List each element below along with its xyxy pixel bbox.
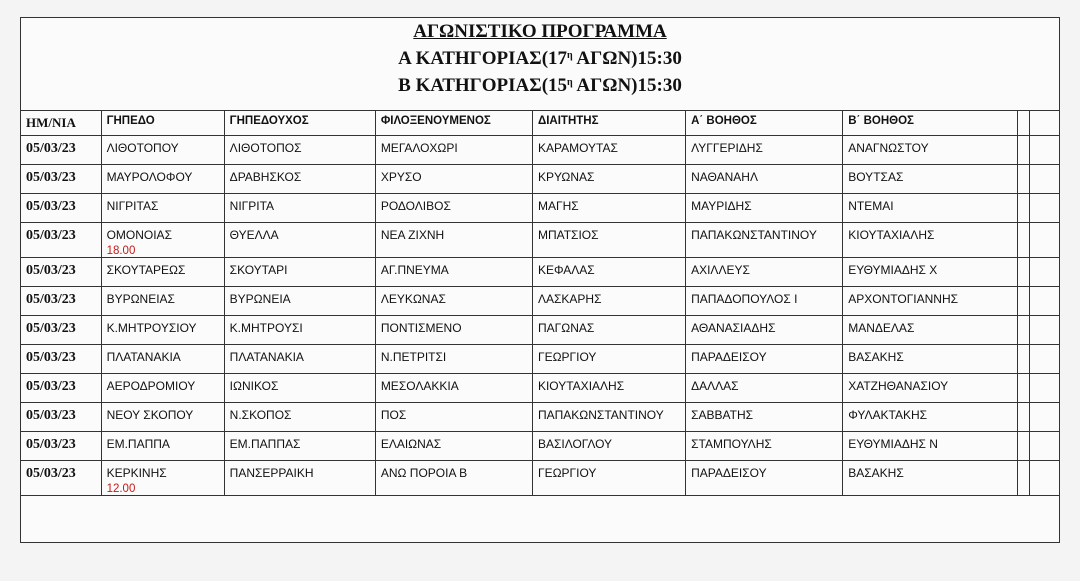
cell-home: [224, 374, 375, 403]
cell-guest: [375, 165, 532, 194]
header-guest: ΦΙΛΟΞΕΝΟΥΜΕΝΟΣ: [375, 111, 532, 136]
cell-field: [101, 461, 224, 496]
table-row: [21, 316, 1060, 345]
assistant1-text: ΠΑΠΑΚΩΝΣΤΑΝΤΙΝΟΥ: [691, 228, 817, 242]
home-text: ΠΛΑΤΑΝΑΚΙΑ: [229, 350, 304, 364]
referee-text: ΠΑΓΩΝΑΣ: [537, 321, 595, 335]
category-a-round: ΑΓΩΝ)15:30: [572, 48, 682, 69]
cell-date: [21, 345, 101, 374]
cell-field: [101, 403, 224, 432]
kickoff-time: 18.00: [106, 245, 136, 257]
referee-text: ΚΙΟΥΤΑΧΙΑΛΗΣ: [537, 379, 625, 393]
guest-text: ΑΓ.ΠΝΕΥΜΑ: [380, 263, 449, 277]
cell-assistant2: [843, 194, 1018, 223]
assistant2-text: ΑΡΧΟΝΤΟΓΙΑΝΝΗΣ: [848, 292, 959, 306]
cell-assistant1: [686, 461, 843, 496]
field-text: Κ.ΜΗΤΡΟΥΣΙΟΥ: [106, 321, 197, 335]
assistant2-text: ΑΝΑΓΝΩΣΤΟΥ: [848, 141, 929, 155]
cell-assistant2: [843, 374, 1018, 403]
cell-referee: [532, 136, 685, 165]
cell-extra-1: [1018, 403, 1030, 432]
home-text: ΝΙΓΡΙΤΑ: [229, 199, 275, 213]
cell-assistant1: [686, 165, 843, 194]
table-row: [21, 432, 1060, 461]
home-text: Κ.ΜΗΤΡΟΥΣΙ: [229, 321, 303, 335]
field-text: ΛΙΘΟΤΟΠΟΥ: [106, 141, 179, 155]
cell-home: [224, 403, 375, 432]
cell-date: [21, 316, 101, 345]
assistant2-text: ΝΤΕΜΑΙ: [848, 199, 894, 213]
date-text: 05/03/23: [26, 263, 76, 278]
header-assistant1: Α΄ ΒΟΗΘΟΣ: [686, 111, 843, 136]
assistant1-text: ΜΑΥΡΙΔΗΣ: [691, 199, 752, 213]
referee-text: ΓΕΩΡΓΙΟΥ: [537, 350, 597, 364]
cell-extra-1: [1018, 461, 1030, 496]
date-text: 05/03/23: [26, 408, 76, 423]
cell-assistant1: [686, 194, 843, 223]
referee-text: ΜΠΑΤΣΙΟΣ: [537, 228, 599, 242]
cell-guest: [375, 461, 532, 496]
cell-guest: [375, 432, 532, 461]
cell-date: [21, 403, 101, 432]
cell-guest: [375, 345, 532, 374]
cell-assistant1: [686, 258, 843, 287]
header-assistant2: Β΄ ΒΟΗΘΟΣ: [843, 111, 1018, 136]
referee-text: ΛΑΣΚΑΡΗΣ: [537, 292, 602, 306]
guest-text: ΜΕΓΑΛΟΧΩΡΙ: [380, 141, 458, 155]
assistant2-text: ΒΟΥΤΣΑΣ: [848, 170, 904, 184]
header-referee: ΔΙΑΙΤΗΤΗΣ: [532, 111, 685, 136]
cell-assistant2: [843, 287, 1018, 316]
cell-assistant2: [843, 345, 1018, 374]
cell-assistant2: [843, 258, 1018, 287]
cell-home: [224, 223, 375, 258]
cell-referee: [532, 258, 685, 287]
cell-extra-2: [1030, 194, 1060, 223]
cell-extra-1: [1018, 194, 1030, 223]
cell-assistant2: [843, 316, 1018, 345]
home-text: Ν.ΣΚΟΠΟΣ: [229, 408, 292, 422]
cell-extra-2: [1030, 461, 1060, 496]
assistant1-text: ΠΑΡΑΔΕΙΣΟΥ: [691, 466, 767, 480]
cell-field: [101, 287, 224, 316]
assistant2-text: ΜΑΝΔΕΛΑΣ: [848, 321, 915, 335]
cell-referee: [532, 345, 685, 374]
table-row: [21, 165, 1060, 194]
referee-text: ΚΕΦΑΛΑΣ: [537, 263, 595, 277]
cell-assistant1: [686, 136, 843, 165]
guest-text: Ν.ΠΕΤΡΙΤΣΙ: [380, 350, 447, 364]
cell-field: [101, 374, 224, 403]
cell-extra-1: [1018, 258, 1030, 287]
assistant1-text: ΑΘΑΝΑΣΙΑΔΗΣ: [691, 321, 776, 335]
cell-home: [224, 194, 375, 223]
referee-text: ΚΑΡΑΜΟΥΤΑΣ: [537, 141, 618, 155]
assistant2-text: ΦΥΛΑΚΤΑΚΗΣ: [848, 408, 928, 422]
cell-extra-2: [1030, 223, 1060, 258]
guest-text: ΛΕΥΚΩΝΑΣ: [380, 292, 446, 306]
assistant2-text: ΚΙΟΥΤΑΧΙΑΛΗΣ: [848, 228, 935, 242]
field-text: ΟΜΟΝΟΙΑΣ: [106, 228, 172, 242]
category-b-sup: η: [567, 77, 573, 88]
date-text: 05/03/23: [26, 228, 76, 243]
cell-field: [101, 194, 224, 223]
field-text: ΚΕΡΚΙΝΗΣ: [106, 466, 167, 480]
date-text: 05/03/23: [26, 379, 76, 394]
table-row: [21, 194, 1060, 223]
referee-text: ΓΕΩΡΓΙΟΥ: [537, 466, 597, 480]
date-text: 05/03/23: [26, 292, 76, 307]
assistant2-text: ΧΑΤΖΗΘΑΝΑΣΙΟΥ: [848, 379, 949, 393]
cell-assistant2: [843, 165, 1018, 194]
guest-text: ΜΕΣΟΛΑΚΚΙΑ: [380, 379, 459, 393]
cell-guest: [375, 258, 532, 287]
category-b-round: ΑΓΩΝ)15:30: [572, 75, 682, 96]
cell-referee: [532, 374, 685, 403]
referee-text: ΠΑΠΑΚΩΝΣΤΑΝΤΙΝΟΥ: [537, 408, 664, 422]
cell-extra-1: [1018, 136, 1030, 165]
category-a-text: Α ΚΑΤΗΓΟΡΙΑΣ(17: [398, 48, 568, 69]
cell-extra-2: [1030, 403, 1060, 432]
cell-assistant1: [686, 374, 843, 403]
home-text: ΘΥΕΛΛΑ: [229, 228, 279, 242]
guest-text: ΠΟΣ: [380, 408, 407, 422]
cell-home: [224, 461, 375, 496]
date-text: 05/03/23: [26, 350, 76, 365]
table-row: [21, 258, 1060, 287]
cell-assistant1: [686, 223, 843, 258]
fixtures-table: [21, 111, 1060, 496]
cell-guest: [375, 194, 532, 223]
cell-guest: [375, 287, 532, 316]
title-block: [21, 18, 1059, 111]
cell-extra-2: [1030, 136, 1060, 165]
table-row: [21, 403, 1060, 432]
cell-extra-1: [1018, 316, 1030, 345]
schedule-document: [20, 17, 1060, 543]
assistant2-text: ΒΑΣΑΚΗΣ: [848, 350, 904, 364]
guest-text: ΕΛΑΙΩΝΑΣ: [380, 437, 442, 451]
cell-extra-1: [1018, 223, 1030, 258]
cell-assistant1: [686, 287, 843, 316]
field-text: ΕΜ.ΠΑΠΠΑ: [106, 437, 170, 451]
date-text: 05/03/23: [26, 437, 76, 452]
assistant1-text: ΣΤΑΜΠΟΥΛΗΣ: [691, 437, 772, 451]
cell-extra-1: [1018, 432, 1030, 461]
cell-extra-1: [1018, 345, 1030, 374]
cell-date: [21, 165, 101, 194]
header-date: ΗΜ/ΝΙΑ: [21, 111, 101, 136]
cell-guest: [375, 316, 532, 345]
header-home: ΓΗΠΕΔΟΥΧΟΣ: [224, 111, 375, 136]
referee-text: ΚΡΥΩΝΑΣ: [537, 170, 595, 184]
assistant1-text: ΑΧΙΛΛΕΥΣ: [691, 263, 750, 277]
cell-date: [21, 194, 101, 223]
field-text: ΝΕΟΥ ΣΚΟΠΟΥ: [106, 408, 194, 422]
field-text: ΜΑΥΡΟΛΟΦΟΥ: [106, 170, 193, 184]
cell-extra-2: [1030, 316, 1060, 345]
guest-text: ΧΡΥΣΟ: [380, 170, 422, 184]
cell-guest: [375, 403, 532, 432]
cell-referee: [532, 316, 685, 345]
date-text: 05/03/23: [26, 466, 76, 481]
assistant1-text: ΔΑΛΛΑΣ: [691, 379, 739, 393]
cell-extra-2: [1030, 165, 1060, 194]
cell-extra-2: [1030, 374, 1060, 403]
cell-referee: [532, 194, 685, 223]
cell-assistant2: [843, 432, 1018, 461]
assistant2-text: ΒΑΣΑΚΗΣ: [848, 466, 904, 480]
cell-referee: [532, 165, 685, 194]
assistant2-text: ΕΥΘΥΜΙΑΔΗΣ Ν: [848, 437, 938, 451]
cell-home: [224, 165, 375, 194]
cell-home: [224, 258, 375, 287]
cell-assistant2: [843, 136, 1018, 165]
cell-date: [21, 136, 101, 165]
referee-text: ΒΑΣΙΛΟΓΛΟΥ: [537, 437, 613, 451]
cell-date: [21, 287, 101, 316]
cell-home: [224, 345, 375, 374]
kickoff-time: 12.00: [106, 483, 136, 495]
cell-home: [224, 287, 375, 316]
assistant1-text: ΝΑΘΑΝΑΗΛ: [691, 170, 758, 184]
guest-text: ΡΟΔΟΛΙΒΟΣ: [380, 199, 451, 213]
date-text: 05/03/23: [26, 321, 76, 336]
guest-text: ΝΕΑ ΖΙΧΝΗ: [380, 228, 445, 242]
document-title: ΑΓΩΝΙΣΤΙΚΟ ΠΡΟΓΡΑΜΜΑ: [413, 21, 667, 42]
category-a-line: [21, 44, 1059, 71]
cell-guest: [375, 223, 532, 258]
category-a-sup: η: [567, 50, 573, 61]
header-extra-1: [1018, 111, 1030, 136]
cell-assistant1: [686, 432, 843, 461]
home-text: ΔΡΑΒΗΣΚΟΣ: [229, 170, 302, 184]
home-text: ΕΜ.ΠΑΠΠΑΣ: [229, 437, 301, 451]
field-text: ΠΛΑΤΑΝΑΚΙΑ: [106, 350, 181, 364]
header-row: [21, 111, 1060, 136]
home-text: ΒΥΡΩΝΕΙΑ: [229, 292, 291, 306]
cell-referee: [532, 403, 685, 432]
cell-field: [101, 316, 224, 345]
category-b-line: [21, 71, 1059, 98]
cell-guest: [375, 374, 532, 403]
date-text: 05/03/23: [26, 170, 76, 185]
table-row: [21, 223, 1060, 258]
cell-field: [101, 223, 224, 258]
date-text: 05/03/23: [26, 141, 76, 156]
cell-date: [21, 432, 101, 461]
cell-field: [101, 136, 224, 165]
guest-text: ΠΟΝΤΙΣΜΕΝΟ: [380, 321, 462, 335]
assistant1-text: ΣΑΒΒΑΤΗΣ: [691, 408, 754, 422]
cell-extra-2: [1030, 287, 1060, 316]
assistant1-text: ΠΑΠΑΔΟΠΟΥΛΟΣ Ι: [691, 292, 798, 306]
cell-referee: [532, 287, 685, 316]
cell-date: [21, 223, 101, 258]
home-text: ΠΑΝΣΕΡΡΑΙΚΗ: [229, 466, 314, 480]
cell-home: [224, 136, 375, 165]
cell-assistant2: [843, 403, 1018, 432]
cell-referee: [532, 223, 685, 258]
cell-field: [101, 432, 224, 461]
cell-field: [101, 345, 224, 374]
table-row: [21, 461, 1060, 496]
cell-extra-1: [1018, 287, 1030, 316]
cell-guest: [375, 136, 532, 165]
cell-date: [21, 461, 101, 496]
cell-field: [101, 165, 224, 194]
assistant1-text: ΠΑΡΑΔΕΙΣΟΥ: [691, 350, 767, 364]
header-extra-2: [1030, 111, 1060, 136]
cell-assistant1: [686, 345, 843, 374]
table-row: [21, 345, 1060, 374]
home-text: ΣΚΟΥΤΑΡΙ: [229, 263, 288, 277]
field-text: ΑΕΡΟΔΡΟΜΙΟΥ: [106, 379, 196, 393]
category-b-text: Β ΚΑΤΗΓΟΡΙΑΣ(15: [398, 75, 568, 96]
cell-home: [224, 316, 375, 345]
guest-text: ΑΝΩ ΠΟΡΟΙΑ Β: [380, 466, 468, 480]
cell-extra-2: [1030, 432, 1060, 461]
cell-assistant1: [686, 316, 843, 345]
table-row: [21, 374, 1060, 403]
cell-field: [101, 258, 224, 287]
cell-extra-2: [1030, 345, 1060, 374]
cell-extra-1: [1018, 165, 1030, 194]
referee-text: ΜΑΓΗΣ: [537, 199, 579, 213]
cell-home: [224, 432, 375, 461]
home-text: ΛΙΘΟΤΟΠΟΣ: [229, 141, 302, 155]
cell-extra-2: [1030, 258, 1060, 287]
cell-assistant2: [843, 223, 1018, 258]
field-text: ΣΚΟΥΤΑΡΕΩΣ: [106, 263, 186, 277]
assistant1-text: ΛΥΓΓΕΡΙΔΗΣ: [691, 141, 763, 155]
cell-assistant1: [686, 403, 843, 432]
cell-referee: [532, 461, 685, 496]
table-row: [21, 287, 1060, 316]
header-field: ΓΗΠΕΔΟ: [101, 111, 224, 136]
field-text: ΝΙΓΡΙΤΑΣ: [106, 199, 159, 213]
cell-assistant2: [843, 461, 1018, 496]
assistant2-text: ΕΥΘΥΜΙΑΔΗΣ Χ: [848, 263, 938, 277]
home-text: ΙΩΝΙΚΟΣ: [229, 379, 279, 393]
cell-date: [21, 374, 101, 403]
date-text: 05/03/23: [26, 199, 76, 214]
field-text: ΒΥΡΩΝΕΙΑΣ: [106, 292, 175, 306]
cell-referee: [532, 432, 685, 461]
cell-date: [21, 258, 101, 287]
cell-extra-1: [1018, 374, 1030, 403]
table-row: [21, 136, 1060, 165]
